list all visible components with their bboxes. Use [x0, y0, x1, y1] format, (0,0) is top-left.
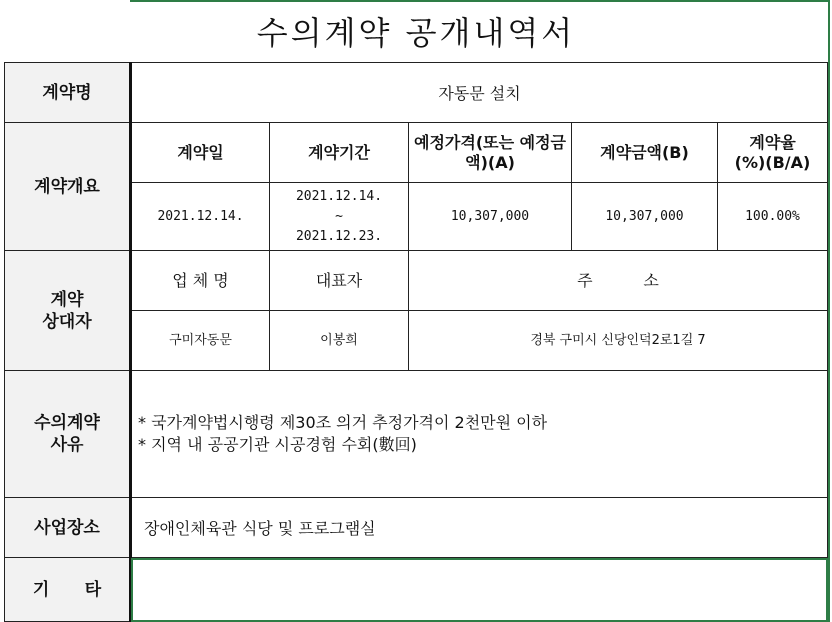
header-company-name[interactable]: 업 체 명: [131, 251, 270, 311]
row-site: [5, 498, 828, 558]
label-reason-line2: 사유: [50, 435, 84, 455]
header-contract-amount[interactable]: 계약금액(B): [572, 123, 718, 183]
header-contract-date[interactable]: 계약일: [131, 123, 270, 183]
label-other[interactable]: 기 타: [5, 558, 131, 622]
contract-disclosure-table: [4, 62, 828, 622]
header-contract-rate-line1: 계약율: [749, 132, 796, 152]
header-representative[interactable]: 대표자: [270, 251, 409, 311]
contract-amount-value[interactable]: 10,307,000: [572, 183, 718, 251]
label-reason-line1: 수의계약: [34, 413, 100, 433]
label-contract-name[interactable]: 계약명: [5, 63, 131, 123]
label-reason[interactable]: [5, 371, 131, 498]
contract-date-value[interactable]: 2021.12.14.: [131, 183, 270, 251]
reason-line-2: * 지역 내 공공기관 시공경험 수회(數回): [138, 435, 417, 454]
label-counterparty-line2: 상대자: [42, 311, 92, 332]
other-value[interactable]: [131, 558, 828, 622]
company-name-value[interactable]: 구미자동문: [131, 311, 270, 371]
header-estimated-price[interactable]: 예정가격(또는 예정금액)(A): [409, 123, 572, 183]
period-start: 2021.12.14.: [295, 188, 383, 204]
period-separator: ~: [335, 208, 343, 224]
row-reason: [5, 371, 828, 498]
label-business-site[interactable]: 사업장소: [5, 498, 131, 558]
address-value[interactable]: 경북 구미시 신당인덕2로1길 7: [409, 311, 828, 371]
header-contract-period[interactable]: 계약기간: [270, 123, 409, 183]
business-site-value[interactable]: 장애인체육관 식당 및 프로그램실: [131, 498, 828, 558]
label-contract-overview[interactable]: 계약개요: [5, 123, 131, 251]
row-counterparty-headers: [5, 251, 828, 311]
header-address[interactable]: 주 소: [409, 251, 828, 311]
representative-value[interactable]: 이봉희: [270, 311, 409, 371]
reason-value[interactable]: [131, 371, 828, 498]
reason-line-1: * 국가계약법시행령 제30조 의거 추정가격이 2천만원 이하: [138, 413, 548, 432]
header-contract-rate[interactable]: [718, 123, 828, 183]
contract-rate-value[interactable]: 100.00%: [718, 183, 828, 251]
period-end: 2021.12.23.: [295, 228, 383, 244]
estimated-price-value[interactable]: 10,307,000: [409, 183, 572, 251]
row-overview-headers: [5, 123, 828, 183]
contract-period-value[interactable]: [270, 183, 409, 251]
contract-name-value[interactable]: 자동문 설치: [131, 63, 828, 123]
row-contract-name: [5, 63, 828, 123]
row-other: [5, 558, 828, 622]
label-counterparty-line1: 계약: [50, 289, 84, 310]
header-contract-rate-line2: (%)(B/A): [734, 152, 811, 172]
label-counterparty[interactable]: [5, 251, 131, 371]
document-title: 수의계약 공개내역서: [256, 14, 576, 52]
selection-right-border: [828, 0, 830, 622]
